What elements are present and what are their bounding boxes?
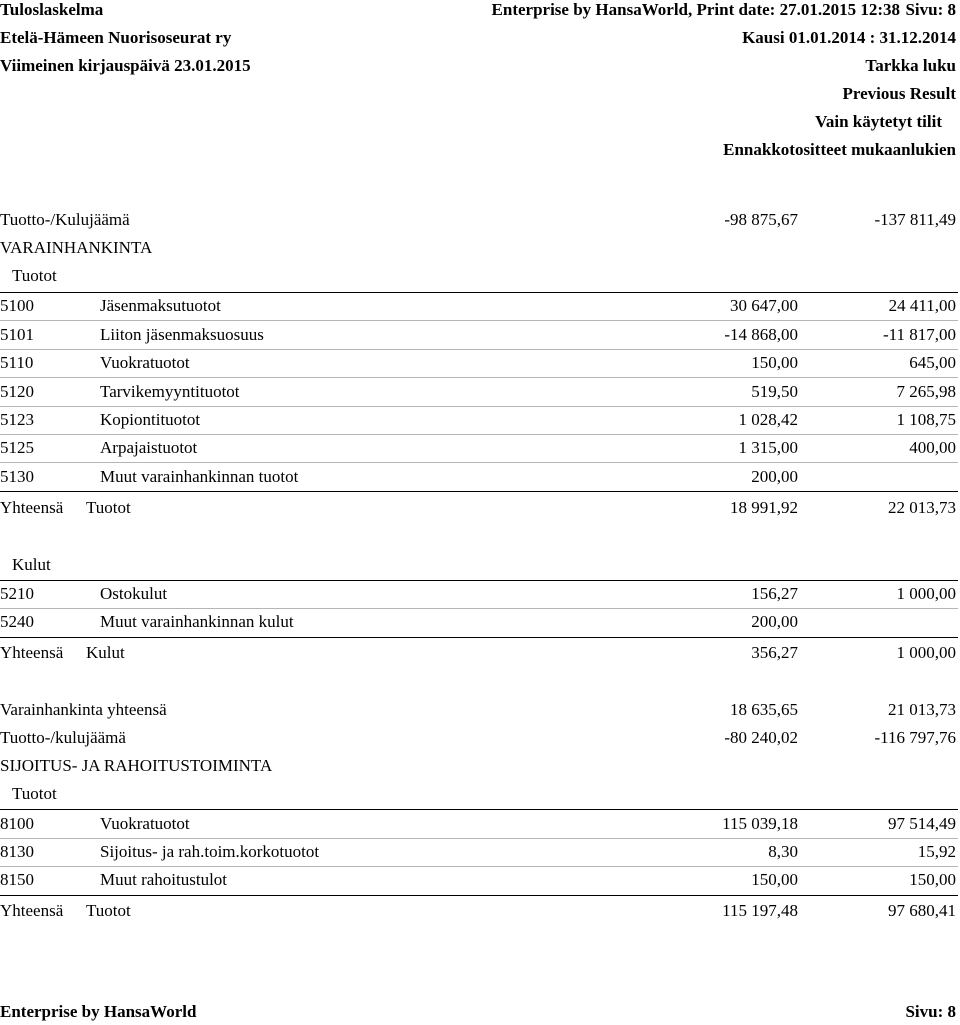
row-divider [0,462,958,463]
account-name: Ostokulut [100,584,168,603]
current-amount: 30 647,00 [730,296,798,315]
total-label: Yhteensä [0,901,64,920]
account-code: 5120 [0,382,34,401]
report-title: Tuloslaskelma [0,0,104,19]
row-divider [0,838,958,839]
section-sum-current: 18 635,65 [730,700,798,719]
current-amount: -14 868,00 [724,325,798,344]
row-divider [0,320,958,321]
account-name: Vuokratuotot [100,814,190,833]
account-code: 5101 [0,325,34,344]
account-code: 5110 [0,353,34,372]
total-name: Tuotot [86,901,131,920]
total-name: Kulut [86,643,125,662]
previous-amount: 97 514,49 [888,814,956,833]
total-current: 356,27 [751,643,798,662]
page-number: Sivu: 8 [905,0,956,19]
divider [0,895,958,896]
account-code: 8100 [0,814,34,833]
account-code: 8150 [0,870,34,889]
subsection-title-kulut: Kulut [12,555,51,574]
total-current: 115 197,48 [722,901,798,920]
option-previous-result: Previous Result [842,84,956,103]
current-amount: 200,00 [751,612,798,631]
account-name: Arpajaistuotot [100,438,198,457]
total-previous: 1 000,00 [896,643,956,662]
section-sum-label: Varainhankinta yhteensä [0,700,167,719]
section-title-varainhankinta: VARAINHANKINTA [0,238,153,257]
row-divider [0,377,958,378]
row-divider [0,434,958,435]
total-label: Yhteensä [0,498,64,517]
top-result-current: -98 875,67 [724,210,798,229]
account-name: Tarvikemyyntituotot [100,382,240,401]
divider [0,809,958,810]
current-amount: 150,00 [751,870,798,889]
account-code: 5240 [0,612,34,631]
account-name: Kopiontituotot [100,410,201,429]
row-divider [0,349,958,350]
account-code: 5100 [0,296,34,315]
subsection-title-tuotot: Tuotot [12,784,57,803]
total-current: 18 991,92 [730,498,798,517]
total-previous: 97 680,41 [888,901,956,920]
current-amount: 115 039,18 [722,814,798,833]
account-code: 5210 [0,584,34,603]
current-amount: 156,27 [751,584,798,603]
subsection-title-tuotot: Tuotot [12,266,57,285]
top-result-previous: -137 811,49 [874,210,956,229]
total-previous: 22 013,73 [888,498,956,517]
account-name: Jäsenmaksutuotot [100,296,221,315]
last-entry-date: Viimeinen kirjauspäivä 23.01.2015 [0,56,251,75]
divider [0,580,958,581]
current-amount: 8,30 [768,842,798,861]
current-amount: 1 315,00 [738,438,798,457]
option-used-accounts: Vain käytetyt tilit [815,112,942,131]
account-name: Liiton jäsenmaksuosuus [100,325,264,344]
previous-amount: 645,00 [909,353,956,372]
company-name: Etelä-Hämeen Nuorisoseurat ry [0,28,232,47]
previous-amount: 1 000,00 [896,584,956,603]
current-amount: 519,50 [751,382,798,401]
divider [0,491,958,492]
divider [0,292,958,293]
account-name: Sijoitus- ja rah.toim.korkotuotot [100,842,320,861]
current-amount: 1 028,42 [738,410,798,429]
top-result-label: Tuotto-/Kulujäämä [0,210,130,229]
row-divider [0,406,958,407]
section-result-label: Tuotto-/kulujäämä [0,728,126,747]
previous-amount: 15,92 [917,842,956,861]
current-amount: 200,00 [751,467,798,486]
total-name: Tuotot [86,498,131,517]
account-code: 5125 [0,438,34,457]
section-result-previous: -116 797,76 [874,728,956,747]
current-amount: 150,00 [751,353,798,372]
total-label: Yhteensä [0,643,64,662]
divider [0,637,958,638]
previous-amount: 150,00 [909,870,956,889]
account-name: Muut varainhankinnan kulut [100,612,294,631]
account-code: 8130 [0,842,34,861]
previous-amount: 400,00 [909,438,956,457]
previous-amount: 24 411,00 [888,296,956,315]
section-title-sijoitus: SIJOITUS- JA RAHOITUSTOIMINTA [0,756,273,775]
footer-brand: Enterprise by HansaWorld [0,1002,197,1021]
section-sum-previous: 21 013,73 [888,700,956,719]
account-name: Muut rahoitustulot [100,870,228,889]
print-info: Enterprise by HansaWorld, Print date: 27.01.2015 12:38 [491,0,900,19]
row-divider [0,866,958,867]
section-result-current: -80 240,02 [724,728,798,747]
period: Kausi 01.01.2014 : 31.12.2014 [742,28,956,47]
account-code: 5123 [0,410,34,429]
account-name: Vuokratuotot [100,353,190,372]
row-divider [0,608,958,609]
option-exact: Tarkka luku [865,56,956,75]
option-preliminary: Ennakkotositteet mukaanlukien [723,140,956,159]
previous-amount: 7 265,98 [896,382,956,401]
previous-amount: -11 817,00 [882,325,956,344]
footer-page-number: Sivu: 8 [905,1002,956,1021]
account-name: Muut varainhankinnan tuotot [100,467,299,486]
account-code: 5130 [0,467,34,486]
previous-amount: 1 108,75 [896,410,956,429]
